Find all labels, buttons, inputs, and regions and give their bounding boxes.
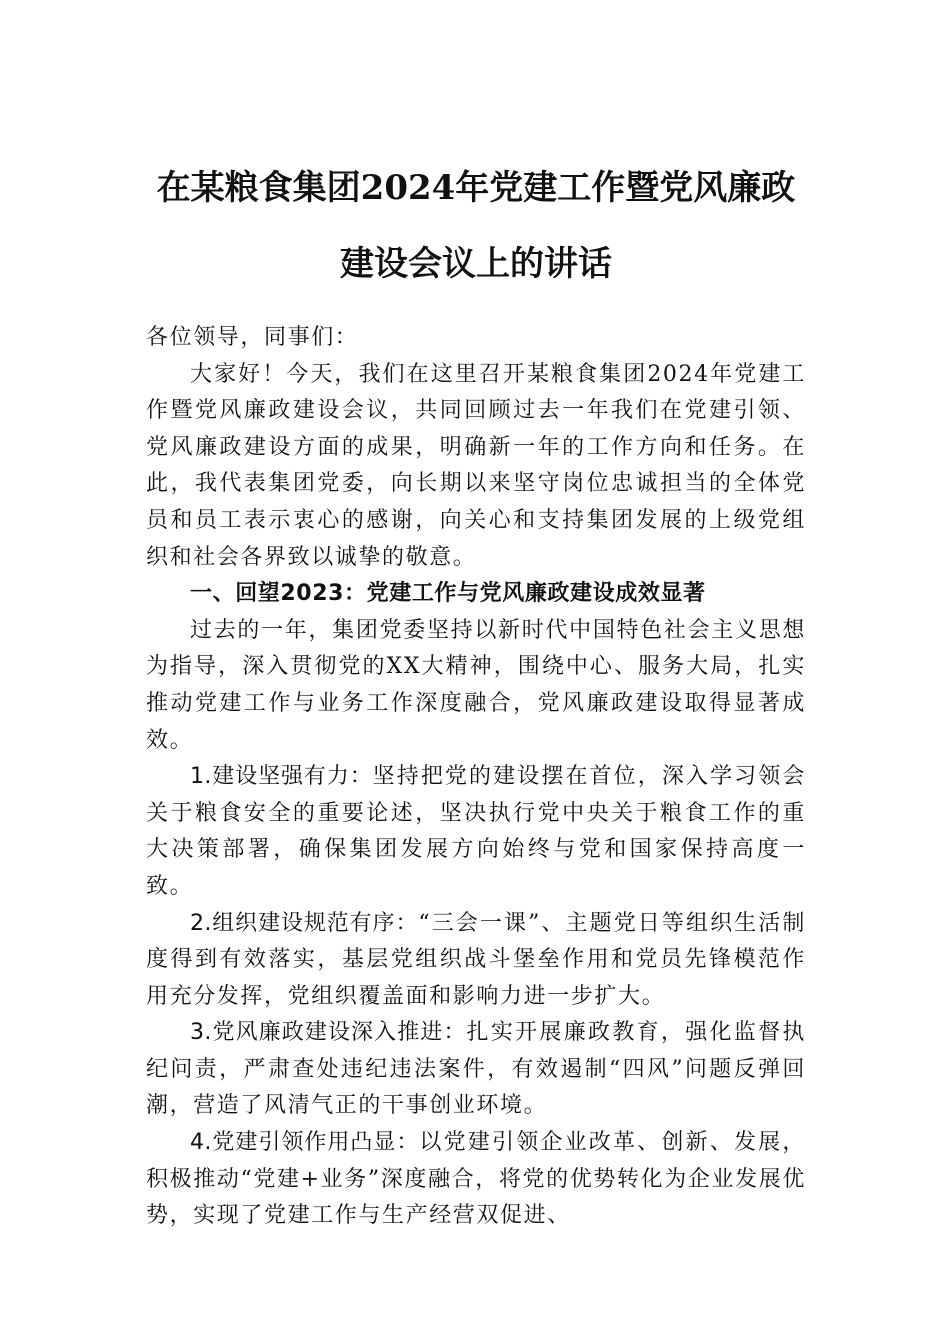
title-line-1: 在某粮食集团2024年党建工作暨党风廉政 bbox=[156, 168, 796, 208]
item-1 bbox=[146, 759, 806, 905]
item-3-title: 3.党风廉政建设深入推进： bbox=[190, 1020, 467, 1046]
document-title bbox=[146, 150, 806, 302]
item-1-text: 坚持把党的建设摆在首位，深入学习领会关于粮食安全的重要论述，坚决执行党中央关于粮食工作的重大决策部署，确保集团发展方向始终与党和国家保持高度一致。 bbox=[146, 764, 806, 899]
section-1-heading: 一、回望2023：党建工作与党风廉政建设成效显著 bbox=[190, 581, 706, 607]
section-1-paragraph: 过去的一年，集团党委坚持以新时代中国特色社会主义思想为指导，深入贯彻党的XX大精神，围绕中心、服务大局，扎实推动党建工作与业务工作深度融合，党风廉政建设取得显著成效。 bbox=[146, 617, 806, 753]
salutation: 各位领导，同事们： bbox=[146, 325, 359, 350]
item-2-title: 2.组织建设规范有序： bbox=[190, 910, 419, 936]
title-line-2: 建设会议上的讲话 bbox=[340, 244, 612, 284]
document-page bbox=[146, 150, 806, 1235]
item-1-title: 1.建设坚强有力： bbox=[190, 764, 373, 790]
item-4-title: 4.党建引领作用凸显： bbox=[190, 1130, 420, 1156]
item-3 bbox=[146, 1015, 806, 1125]
intro-paragraph: 大家好！今天，我们在这里召开某粮食集团2024年党建工作暨党风廉政建设会议，共同回顾过去一年我们在党建引领、党风廉政建设方面的成果，明确新一年的工作方向和任务。在此，我代表集团党委，向长期以来坚守岗位忠诚担当的全体党员和员工表示衷心的感谢，向关心和支持集团发展的上级党组织和社会各界致以诚挚的敬意。 bbox=[146, 361, 806, 570]
document-body bbox=[146, 320, 806, 1235]
item-2-text: “三会一课”、主题党日等组织生活制度得到有效落实，基层党组织战斗堡垒作用和党员先锋模范作用充分发挥，党组织覆盖面和影响力进一步扩大。 bbox=[146, 910, 806, 1009]
item-4 bbox=[146, 1125, 806, 1235]
item-3-text: 扎实开展廉政教育，强化监督执纪问责，严肃查处违纪违法案件，有效遏制“四风”问题反弹回潮，营造了风清气正的干事创业环境。 bbox=[146, 1020, 806, 1119]
item-4-text: 以党建引领企业改革、创新、发展，积极推动“党建+业务”深度融合，将党的优势转化为企业发展优势，实现了党建工作与生产经营双促进、 bbox=[146, 1130, 806, 1229]
item-2 bbox=[146, 906, 806, 1016]
